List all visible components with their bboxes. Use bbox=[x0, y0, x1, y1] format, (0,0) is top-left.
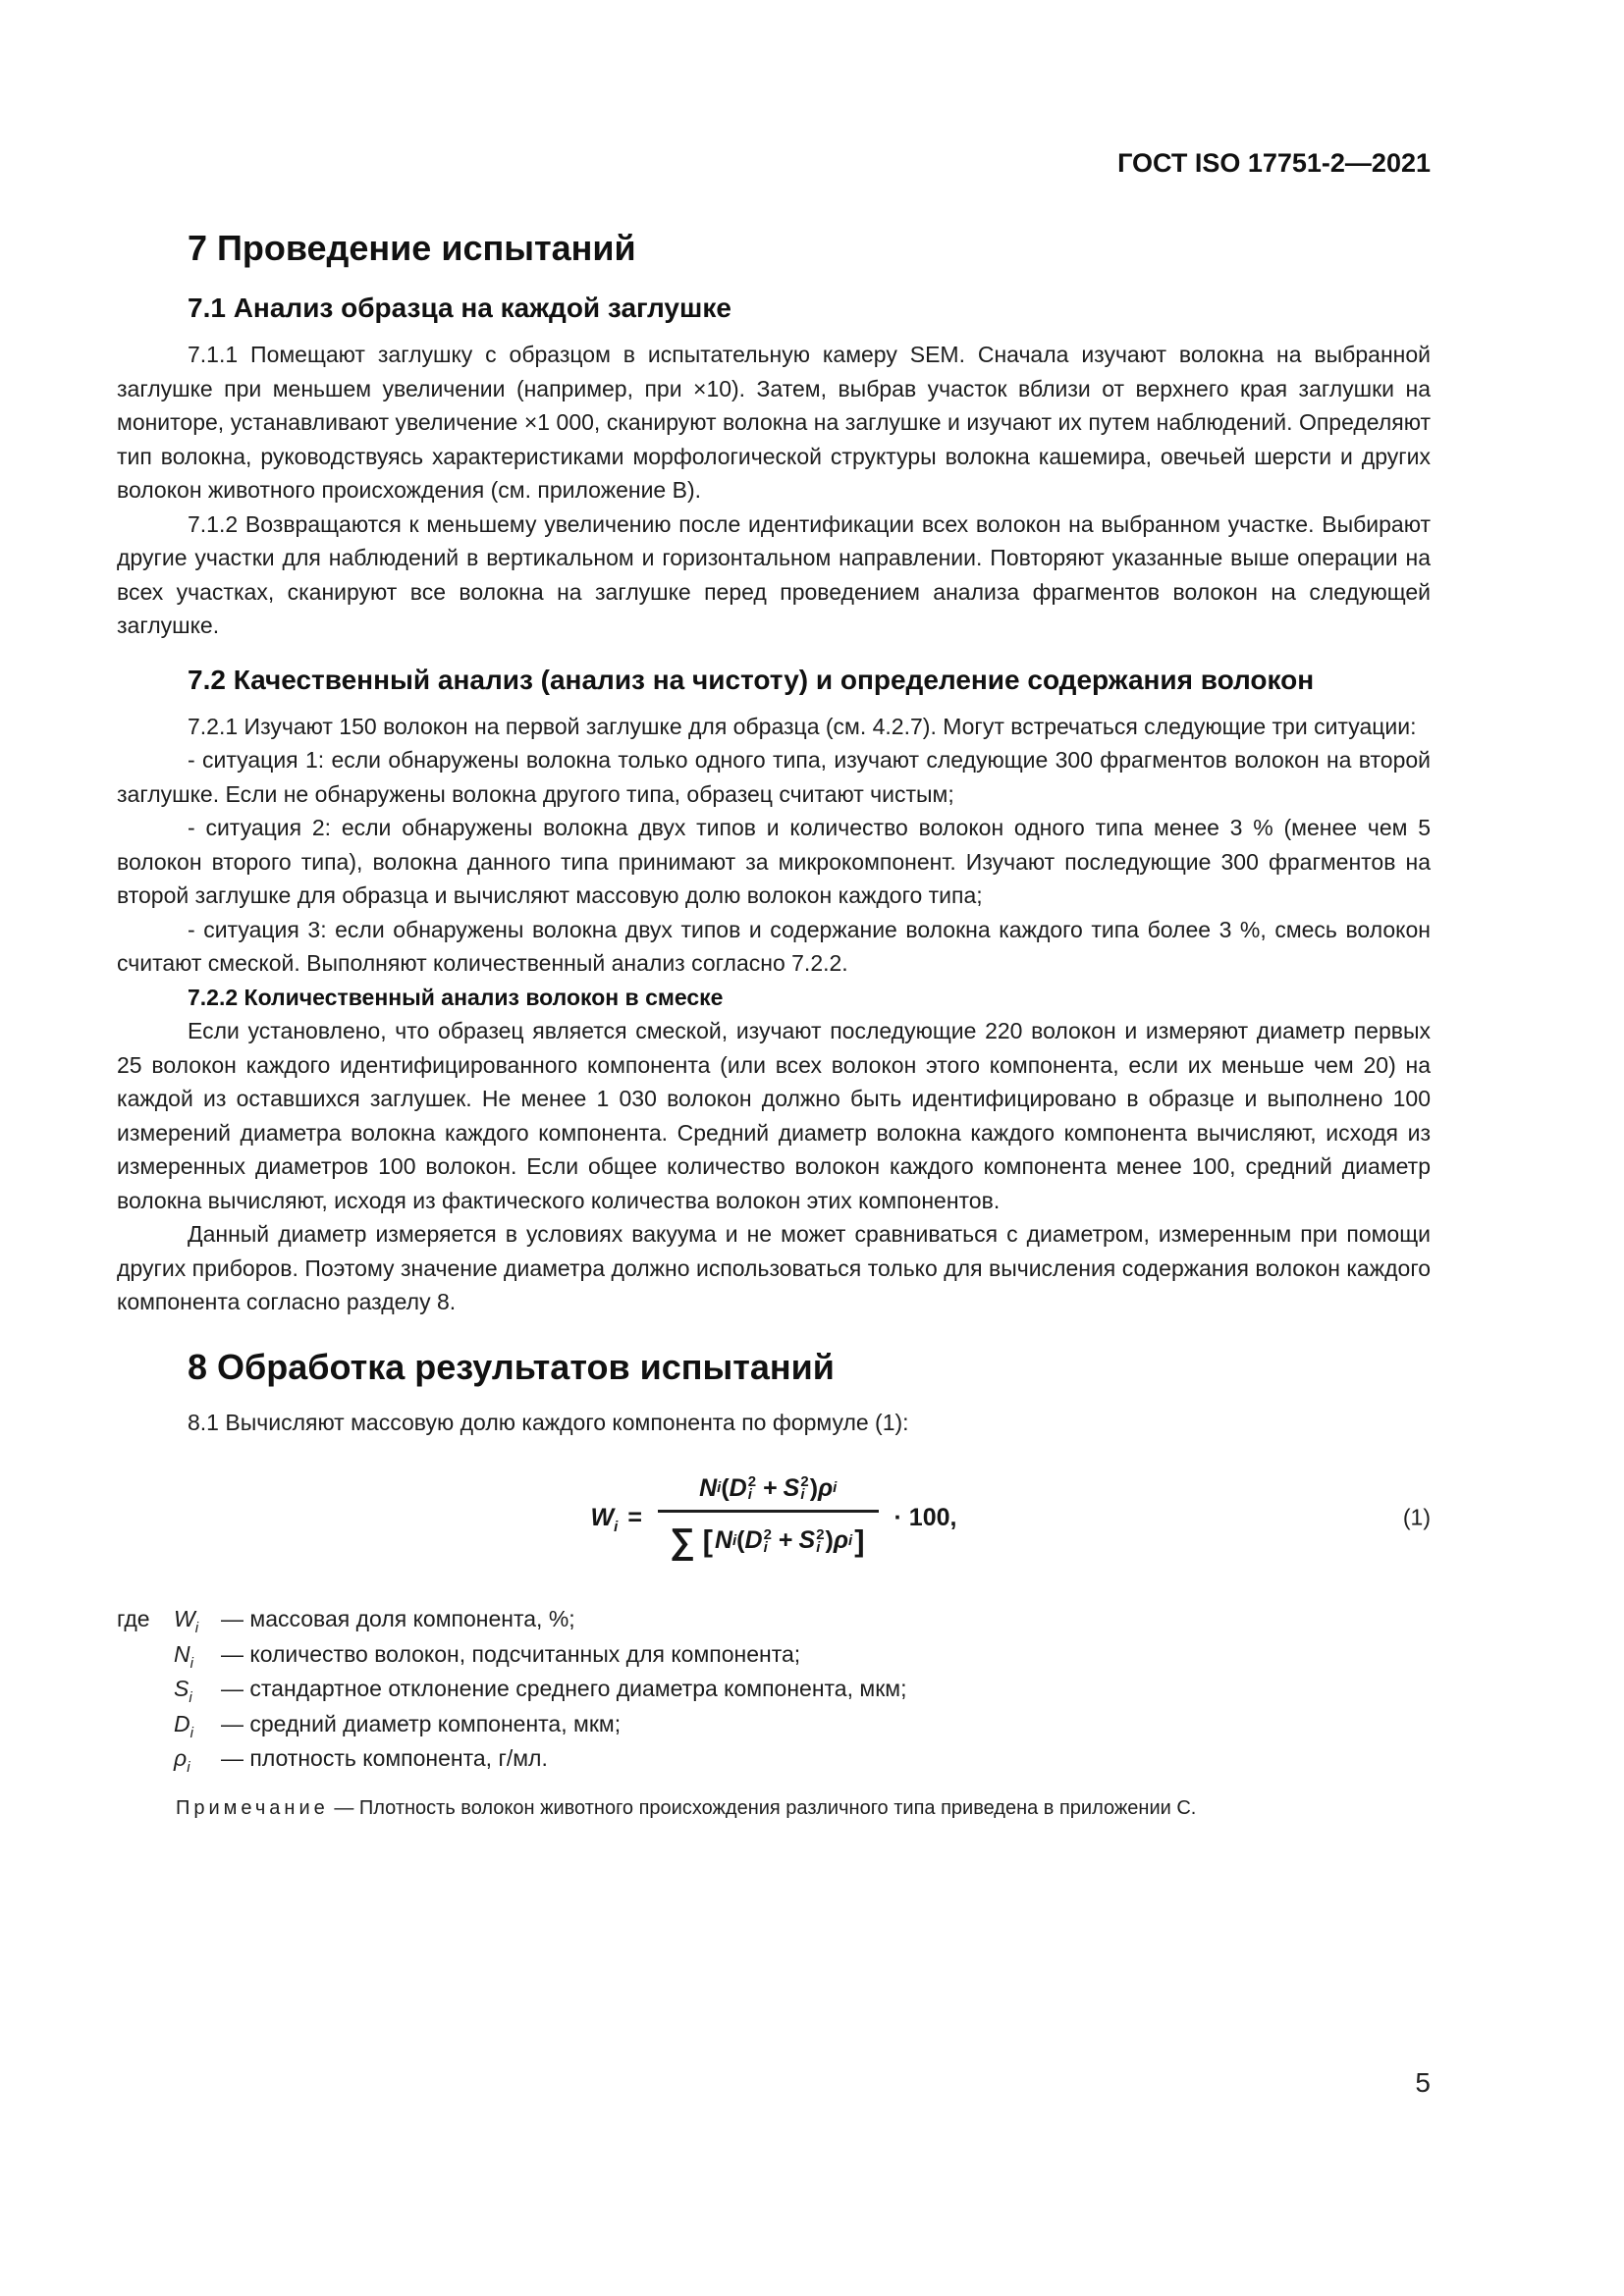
definition-row bbox=[117, 1672, 1431, 1707]
definition-symbol bbox=[174, 1707, 221, 1742]
sub-i: i bbox=[800, 1486, 805, 1503]
var-rho: ρ bbox=[833, 1526, 849, 1554]
sub-i: i bbox=[194, 1620, 199, 1636]
spacer bbox=[117, 1707, 174, 1742]
sub-i: i bbox=[189, 1654, 193, 1672]
definition-row bbox=[117, 1707, 1431, 1742]
equals-sign: = bbox=[627, 1503, 642, 1531]
sum-symbol: ∑ bbox=[669, 1520, 695, 1561]
where-clause bbox=[117, 1602, 1431, 1777]
var-rho: ρ bbox=[818, 1473, 834, 1502]
var-D: D bbox=[744, 1526, 763, 1554]
sub-i: i bbox=[763, 1538, 768, 1556]
sub-i: i bbox=[189, 1724, 193, 1741]
var-N: N bbox=[699, 1473, 718, 1502]
formula-1-row bbox=[117, 1455, 1431, 1580]
formula-lhs bbox=[590, 1503, 619, 1535]
definition-symbol bbox=[174, 1637, 221, 1673]
var-S: S bbox=[783, 1473, 800, 1502]
var-D: D bbox=[729, 1473, 747, 1502]
plus-sign: + bbox=[763, 1473, 778, 1502]
formula-1 bbox=[591, 1474, 957, 1562]
sup-2: 2 bbox=[816, 1525, 825, 1543]
spacer bbox=[117, 1672, 174, 1707]
definition-text: — количество волокон, подсчитанных для компонента; bbox=[221, 1640, 801, 1667]
section-7-heading: 7 Проведение испытаний bbox=[188, 228, 636, 268]
definition-text: — стандартное отклонение среднего диаметра компонента, мкм; bbox=[221, 1676, 907, 1701]
paragraph-7-2-2-a: Если установлено, что образец является смеской, изучают последующие 220 волокон и измеряют диаметр первых 25 волокон каждого идентифицированного компонента (или всех волокон этого компонента, если их меньше чем 20) на каждой из оставшихся заглушек. Не менее 1 030 волокон должно быть идентифицировано в образце и выполнено 100 измерений диаметра волокна каждого компонента. Средний диаметр волокна каждого компонента вычисляют, исходя из измеренных диаметров 100 волокон. Если общее количество волокон каждого компонента менее 100, средний диаметр волокна вычисляют, исходя из фактического количества волокон этих компонентов. bbox=[117, 1018, 1431, 1213]
definition-symbol bbox=[174, 1741, 221, 1777]
var-S: S bbox=[798, 1526, 816, 1554]
definition-text: — средний диаметр компонента, мкм; bbox=[221, 1710, 622, 1736]
definition-row bbox=[117, 1602, 1431, 1637]
definition-text: — массовая доля компонента, %; bbox=[221, 1606, 575, 1631]
var-W: W bbox=[590, 1503, 615, 1531]
section-8-heading: 8 Обработка результатов испытаний bbox=[188, 1346, 835, 1387]
note-text: — Плотность волокон животного происхождения различного типа приведена в приложении С. bbox=[334, 1796, 1197, 1819]
sub-i: i bbox=[187, 1759, 190, 1776]
left-bracket: [ bbox=[702, 1522, 713, 1558]
var-S: S bbox=[174, 1676, 189, 1701]
definition-row bbox=[117, 1741, 1431, 1777]
spacer bbox=[117, 1637, 174, 1673]
supsub-D bbox=[748, 1475, 756, 1501]
list-item-situation-1: - ситуация 1: если обнаружены волокна только одного типа, изучают следующие 300 фрагментов волокон на второй заглушке. Если не обнаружены волокна другого типа, образец считают чистым; bbox=[117, 747, 1431, 807]
equation-number: (1) bbox=[1402, 1504, 1431, 1530]
section-7-1-heading: 7.1 Анализ образца на каждой заглушке bbox=[188, 293, 731, 323]
denominator: ∑ [ N i ( D 2 i + S 2 i ) ρ i ] bbox=[658, 1510, 879, 1562]
supsub-S bbox=[800, 1475, 808, 1501]
right-paren: ) bbox=[809, 1473, 819, 1502]
section-7-2-heading: 7.2 Качественный анализ (анализ на чистоту) и определение содержания волокон bbox=[188, 664, 1315, 695]
right-bracket: ] bbox=[854, 1522, 865, 1558]
definition-symbol bbox=[174, 1672, 221, 1707]
list-item-situation-3: - ситуация 3: если обнаружены волокна двух типов и содержание волокна каждого типа более 3 %, смесь волокон считают смеской. Выполняют количественный анализ согласно 7.2.2. bbox=[117, 916, 1431, 976]
var-D: D bbox=[174, 1710, 190, 1736]
supsub-S bbox=[816, 1525, 825, 1556]
sub-i: i bbox=[189, 1689, 192, 1706]
note bbox=[117, 1794, 1431, 1823]
section-7-2-2-heading: 7.2.2 Количественный анализ волокон в смеске bbox=[188, 984, 724, 1010]
sub-i: i bbox=[816, 1538, 821, 1556]
var-N: N bbox=[174, 1640, 190, 1667]
spacer bbox=[117, 1741, 174, 1777]
right-paren: ) bbox=[825, 1526, 834, 1554]
numerator: N i ( D 2 i + S 2 i ) ρ i bbox=[699, 1473, 838, 1503]
sub-i: i bbox=[614, 1518, 619, 1535]
supsub-D bbox=[763, 1525, 772, 1556]
where-prefix: где bbox=[117, 1606, 150, 1631]
left-paren: ( bbox=[736, 1526, 745, 1554]
definition-symbol bbox=[174, 1602, 221, 1637]
var-W: W bbox=[174, 1606, 195, 1631]
list-item-situation-2: - ситуация 2: если обнаружены волокна двух типов и количество волокон одного типа менее 3 % (менее чем 5 волокон второго типа), волокна данного типа принимают за микрокомпонент. Изучают последующие 300 фрагментов на второй заглушке для образца и вычисляют массовую долю волокон каждого типа; bbox=[117, 815, 1431, 908]
sup-2: 2 bbox=[800, 1473, 809, 1490]
plus-sign: + bbox=[778, 1526, 793, 1554]
sup-2: 2 bbox=[763, 1525, 772, 1543]
definition-row bbox=[117, 1637, 1431, 1673]
note-label: Примечание bbox=[176, 1796, 329, 1819]
paragraph-7-2-2-b: Данный диаметр измеряется в условиях вакуума и не может сравниваться с диаметром, измеренным при помощи других приборов. Поэтому значение диаметра должно использоваться только для вычисления содержания волокон каждого компонента согласно разделу 8. bbox=[117, 1221, 1431, 1314]
definition-text: — плотность компонента, г/мл. bbox=[221, 1745, 548, 1771]
sub-i: i bbox=[747, 1486, 752, 1503]
sup-2: 2 bbox=[747, 1473, 757, 1490]
paragraph-7-2-1: 7.2.1 Изучают 150 волокон на первой заглушке для образца (см. 4.2.7). Могут встречаться следующие три ситуации: bbox=[188, 713, 1417, 739]
page-number: 5 bbox=[1415, 2067, 1431, 2098]
paragraph-8-1: 8.1 Вычисляют массовую долю каждого компонента по формуле (1): bbox=[188, 1409, 909, 1435]
running-header-doc-code: ГОСТ ISO 17751-2—2021 bbox=[1117, 148, 1431, 178]
paragraph-7-1-2: 7.1.2 Возвращаются к меньшему увеличению после идентификации всех волокон на выбранном участке. Выбирают другие участки для наблюдений в вертикальном и горизонтальном направлении. Повторяют указанные выше операции на всех участках, сканируют все волокна на заглушке перед проведением анализа фрагментов волокон на следующей заглушке. bbox=[117, 510, 1431, 638]
fraction bbox=[658, 1474, 879, 1562]
left-paren: ( bbox=[721, 1473, 730, 1502]
times-100: · 100, bbox=[893, 1503, 957, 1531]
var-N: N bbox=[714, 1526, 732, 1554]
var-rho: ρ bbox=[174, 1745, 188, 1771]
paragraph-7-1-1: 7.1.1 Помещают заглушку с образцом в испытательную камеру SEM. Сначала изучают волокна на выбранной заглушке при меньшем увеличении (например, при ×10). Затем, выбрав участок вблизи от верхнего края заглушки на мониторе, устанавливают увеличение ×1 000, сканируют волокна на заглушке и изучают их путем наблюдений. Определяют тип волокна, руководствуясь характеристиками морфологической структуры волокна кашемира, овечьей шерсти и других волокон животного происхождения (см. приложение В). bbox=[117, 342, 1431, 503]
